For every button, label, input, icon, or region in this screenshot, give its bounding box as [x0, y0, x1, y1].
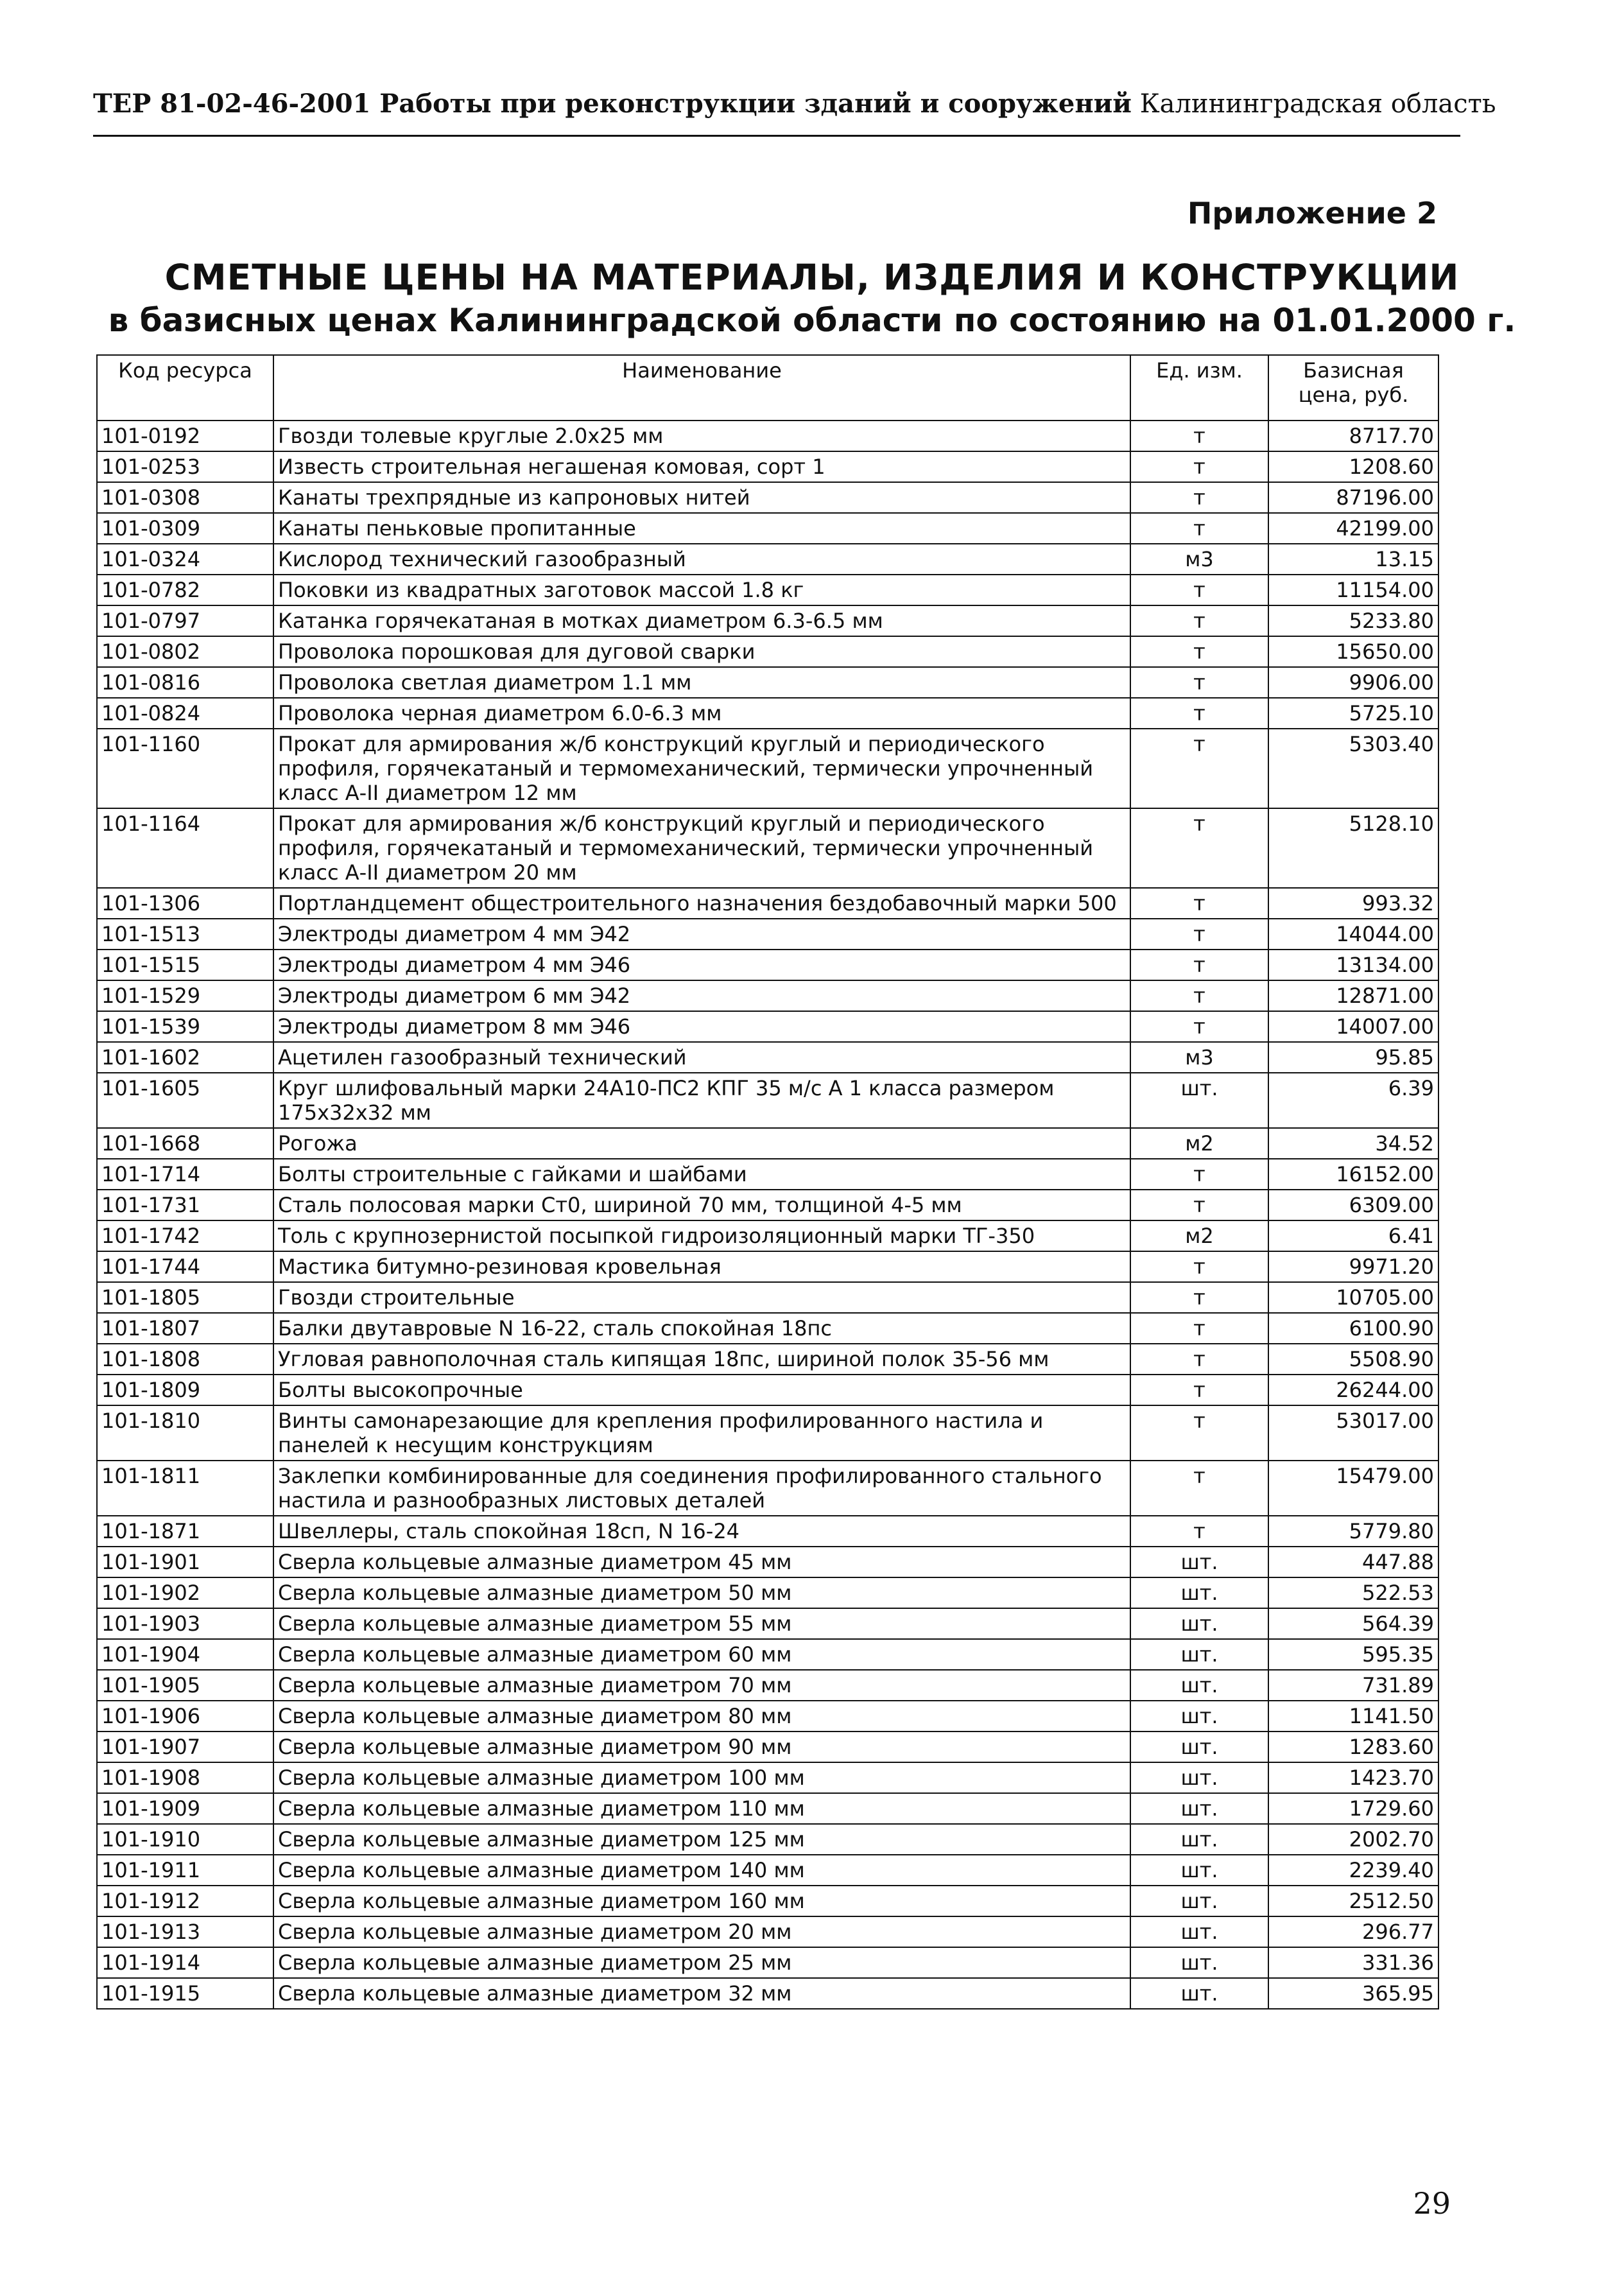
table-row [97, 1732, 1438, 1762]
cell-name: Сверла кольцевые алмазные диаметром 140 мм [273, 1855, 1130, 1886]
cell-name: Проволока черная диаметром 6.0-6.3 мм [273, 698, 1130, 729]
cell-name: Сверла кольцевые алмазные диаметром 90 мм [273, 1732, 1130, 1762]
table-row [97, 667, 1438, 698]
table-row [97, 1824, 1438, 1855]
table-row [97, 1978, 1438, 2009]
cell-price: 13.15 [1268, 544, 1438, 575]
cell-unit: шт. [1130, 1793, 1268, 1824]
cell-unit: т [1130, 1375, 1268, 1405]
cell-code: 101-1909 [97, 1793, 273, 1824]
cell-unit: шт. [1130, 1978, 1268, 2009]
cell-code: 101-1911 [97, 1855, 273, 1886]
appendix-label: Приложение 2 [1187, 196, 1437, 230]
cell-unit: шт. [1130, 1608, 1268, 1639]
table-row [97, 605, 1438, 636]
cell-name: Электроды диаметром 4 мм Э46 [273, 950, 1130, 980]
cell-code: 101-1164 [97, 808, 273, 888]
cell-price: 731.89 [1268, 1670, 1438, 1701]
cell-name: Сверла кольцевые алмазные диаметром 20 мм [273, 1916, 1130, 1947]
cell-unit: т [1130, 605, 1268, 636]
table-row [97, 808, 1438, 888]
cell-unit: т [1130, 1159, 1268, 1190]
page-title: СМЕТНЫЕ ЦЕНЫ НА МАТЕРИАЛЫ, ИЗДЕЛИЯ И КОНСТРУКЦИИ [164, 257, 1460, 298]
table-row [97, 451, 1438, 482]
cell-price: 10705.00 [1268, 1282, 1438, 1313]
cell-price: 5779.80 [1268, 1516, 1438, 1547]
cell-name: Болты высокопрочные [273, 1375, 1130, 1405]
cell-name: Сверла кольцевые алмазные диаметром 45 мм [273, 1547, 1130, 1577]
cell-name: Винты самонарезающие для крепления профилированного настила и панелей к несущим конструкциям [273, 1405, 1130, 1461]
cell-unit: шт. [1130, 1947, 1268, 1978]
cell-name: Сверла кольцевые алмазные диаметром 70 мм [273, 1670, 1130, 1701]
cell-code: 101-0782 [97, 575, 273, 605]
cell-unit: шт. [1130, 1547, 1268, 1577]
cell-name: Мастика битумно-резиновая кровельная [273, 1251, 1130, 1282]
table-row [97, 1916, 1438, 1947]
table-row [97, 1011, 1438, 1042]
table-row [97, 544, 1438, 575]
cell-code: 101-1906 [97, 1701, 273, 1732]
cell-price: 331.36 [1268, 1947, 1438, 1978]
cell-code: 101-1805 [97, 1282, 273, 1313]
cell-code: 101-1742 [97, 1220, 273, 1251]
cell-name: Кислород технический газообразный [273, 544, 1130, 575]
cell-price: 8717.70 [1268, 421, 1438, 451]
cell-code: 101-1306 [97, 888, 273, 919]
cell-name: Рогожа [273, 1128, 1130, 1159]
cell-price: 5508.90 [1268, 1344, 1438, 1375]
table-row [97, 513, 1438, 544]
cell-code: 101-1901 [97, 1547, 273, 1577]
table-row [97, 1793, 1438, 1824]
cell-price: 14044.00 [1268, 919, 1438, 950]
cell-code: 101-1605 [97, 1073, 273, 1128]
cell-code: 101-1903 [97, 1608, 273, 1639]
cell-name: Сталь полосовая марки Ст0, шириной 70 мм, толщиной 4-5 мм [273, 1190, 1130, 1220]
cell-code: 101-1808 [97, 1344, 273, 1375]
cell-code: 101-1539 [97, 1011, 273, 1042]
cell-code: 101-1914 [97, 1947, 273, 1978]
cell-price: 1423.70 [1268, 1762, 1438, 1793]
cell-code: 101-1915 [97, 1978, 273, 2009]
cell-unit: м2 [1130, 1220, 1268, 1251]
table-row [97, 1701, 1438, 1732]
table-row [97, 1313, 1438, 1344]
cell-price: 42199.00 [1268, 513, 1438, 544]
cell-price: 296.77 [1268, 1916, 1438, 1947]
cell-code: 101-1807 [97, 1313, 273, 1344]
cell-unit: т [1130, 1461, 1268, 1516]
cell-price: 595.35 [1268, 1639, 1438, 1670]
cell-name: Сверла кольцевые алмазные диаметром 55 мм [273, 1608, 1130, 1639]
cell-name: Электроды диаметром 4 мм Э42 [273, 919, 1130, 950]
cell-name: Сверла кольцевые алмазные диаметром 125 мм [273, 1824, 1130, 1855]
cell-price: 26244.00 [1268, 1375, 1438, 1405]
price-table [96, 354, 1439, 2009]
cell-code: 101-1912 [97, 1886, 273, 1916]
cell-name: Угловая равнополочная сталь кипящая 18пс, шириной полок 35-56 мм [273, 1344, 1130, 1375]
cell-unit: т [1130, 980, 1268, 1011]
cell-unit: т [1130, 1011, 1268, 1042]
cell-code: 101-1908 [97, 1762, 273, 1793]
cell-name: Сверла кольцевые алмазные диаметром 80 мм [273, 1701, 1130, 1732]
column-header-name: Наименование [273, 355, 1130, 421]
cell-code: 101-0824 [97, 698, 273, 729]
cell-name: Проволока порошковая для дуговой сварки [273, 636, 1130, 667]
cell-price: 1283.60 [1268, 1732, 1438, 1762]
cell-price: 15650.00 [1268, 636, 1438, 667]
cell-unit: т [1130, 1405, 1268, 1461]
page-subtitle: в базисных ценах Калининградской области по состоянию на 01.01.2000 г. [108, 302, 1516, 339]
cell-unit: шт. [1130, 1916, 1268, 1947]
cell-unit: т [1130, 698, 1268, 729]
table-row [97, 1042, 1438, 1073]
cell-unit: т [1130, 513, 1268, 544]
cell-code: 101-1810 [97, 1405, 273, 1461]
column-header-code: Код ресурса [97, 355, 273, 421]
cell-name: Катанка горячекатаная в мотках диаметром 6.3-6.5 мм [273, 605, 1130, 636]
table-row [97, 1251, 1438, 1282]
cell-unit: т [1130, 808, 1268, 888]
cell-unit: т [1130, 1516, 1268, 1547]
cell-name: Ацетилен газообразный технический [273, 1042, 1130, 1073]
table-row [97, 1639, 1438, 1670]
cell-code: 101-1913 [97, 1916, 273, 1947]
column-header-unit: Ед. изм. [1130, 355, 1268, 421]
cell-unit: т [1130, 1344, 1268, 1375]
cell-code: 101-0324 [97, 544, 273, 575]
cell-unit: шт. [1130, 1732, 1268, 1762]
cell-code: 101-1515 [97, 950, 273, 980]
cell-unit: м2 [1130, 1128, 1268, 1159]
cell-name: Гвозди толевые круглые 2.0х25 мм [273, 421, 1130, 451]
table-row [97, 636, 1438, 667]
table-row [97, 1947, 1438, 1978]
cell-name: Портландцемент общестроительного назначения бездобавочный марки 500 [273, 888, 1130, 919]
cell-unit: шт. [1130, 1639, 1268, 1670]
cell-unit: т [1130, 451, 1268, 482]
cell-code: 101-1904 [97, 1639, 273, 1670]
running-header-document-title: ТЕР 81-02-46-2001 Работы при реконструкции зданий и сооружений [93, 89, 1132, 119]
cell-name: Круг шлифовальный марки 24А10-ПС2 КПГ 35 м/с А 1 класса размером 175х32х32 мм [273, 1073, 1130, 1128]
cell-price: 1208.60 [1268, 451, 1438, 482]
cell-price: 6100.90 [1268, 1313, 1438, 1344]
column-header-price: Базисная цена, руб. [1268, 355, 1438, 421]
cell-unit: шт. [1130, 1577, 1268, 1608]
cell-price: 2239.40 [1268, 1855, 1438, 1886]
cell-code: 101-0797 [97, 605, 273, 636]
table-row [97, 575, 1438, 605]
cell-code: 101-1905 [97, 1670, 273, 1701]
cell-price: 5303.40 [1268, 729, 1438, 808]
cell-price: 564.39 [1268, 1608, 1438, 1639]
cell-name: Балки двутавровые N 16-22, сталь спокойная 18пс [273, 1313, 1130, 1344]
cell-unit: т [1130, 636, 1268, 667]
cell-code: 101-1529 [97, 980, 273, 1011]
cell-price: 5725.10 [1268, 698, 1438, 729]
cell-name: Сверла кольцевые алмазные диаметром 25 мм [273, 1947, 1130, 1978]
cell-name: Сверла кольцевые алмазные диаметром 160 мм [273, 1886, 1130, 1916]
cell-name: Прокат для армирования ж/б конструкций круглый и периодического профиля, горячекатаный и термомеханический, термически упрочненный класс А-II диаметром 12 мм [273, 729, 1130, 808]
table-row [97, 1547, 1438, 1577]
cell-unit: т [1130, 575, 1268, 605]
cell-code: 101-1602 [97, 1042, 273, 1073]
cell-unit: шт. [1130, 1670, 1268, 1701]
cell-name: Поковки из квадратных заготовок массой 1.8 кг [273, 575, 1130, 605]
cell-price: 15479.00 [1268, 1461, 1438, 1516]
cell-price: 12871.00 [1268, 980, 1438, 1011]
table-row [97, 1608, 1438, 1639]
cell-name: Толь с крупнозернистой посыпкой гидроизоляционный марки ТГ-350 [273, 1220, 1130, 1251]
cell-name: Болты строительные с гайками и шайбами [273, 1159, 1130, 1190]
cell-name: Электроды диаметром 6 мм Э42 [273, 980, 1130, 1011]
table-row [97, 1855, 1438, 1886]
cell-name: Проволока светлая диаметром 1.1 мм [273, 667, 1130, 698]
cell-unit: шт. [1130, 1762, 1268, 1793]
running-header-region: Калининградская область [1139, 89, 1496, 119]
cell-unit: т [1130, 888, 1268, 919]
cell-code: 101-1160 [97, 729, 273, 808]
cell-price: 6309.00 [1268, 1190, 1438, 1220]
cell-name: Сверла кольцевые алмазные диаметром 60 мм [273, 1639, 1130, 1670]
table-row [97, 698, 1438, 729]
cell-price: 2002.70 [1268, 1824, 1438, 1855]
cell-price: 6.39 [1268, 1073, 1438, 1128]
table-row [97, 1577, 1438, 1608]
table-header-row [97, 355, 1438, 421]
cell-name: Прокат для армирования ж/б конструкций круглый и периодического профиля, горячекатаный и термомеханический, термически упрочненный класс А-II диаметром 20 мм [273, 808, 1130, 888]
table-row [97, 1282, 1438, 1313]
cell-price: 1141.50 [1268, 1701, 1438, 1732]
table-row [97, 888, 1438, 919]
cell-unit: т [1130, 1313, 1268, 1344]
running-header [93, 89, 1496, 137]
cell-code: 101-1714 [97, 1159, 273, 1190]
cell-price: 365.95 [1268, 1978, 1438, 2009]
cell-name: Канаты пеньковые пропитанные [273, 513, 1130, 544]
cell-unit: шт. [1130, 1855, 1268, 1886]
cell-name: Сверла кольцевые алмазные диаметром 50 мм [273, 1577, 1130, 1608]
cell-unit: шт. [1130, 1824, 1268, 1855]
cell-price: 1729.60 [1268, 1793, 1438, 1824]
cell-code: 101-0309 [97, 513, 273, 544]
cell-code: 101-1902 [97, 1577, 273, 1608]
cell-price: 87196.00 [1268, 482, 1438, 513]
table-row [97, 1886, 1438, 1916]
cell-price: 53017.00 [1268, 1405, 1438, 1461]
cell-price: 9971.20 [1268, 1251, 1438, 1282]
cell-price: 11154.00 [1268, 575, 1438, 605]
cell-unit: м3 [1130, 544, 1268, 575]
cell-price: 993.32 [1268, 888, 1438, 919]
table-row [97, 1762, 1438, 1793]
cell-unit: т [1130, 667, 1268, 698]
cell-code: 101-1668 [97, 1128, 273, 1159]
table-row [97, 1190, 1438, 1220]
cell-code: 101-0192 [97, 421, 273, 451]
table-row [97, 1220, 1438, 1251]
cell-price: 14007.00 [1268, 1011, 1438, 1042]
cell-unit: шт. [1130, 1886, 1268, 1916]
cell-price: 6.41 [1268, 1220, 1438, 1251]
cell-name: Сверла кольцевые алмазные диаметром 110 мм [273, 1793, 1130, 1824]
cell-price: 447.88 [1268, 1547, 1438, 1577]
cell-name: Канаты трехпрядные из капроновых нитей [273, 482, 1130, 513]
table-row [97, 1159, 1438, 1190]
cell-unit: т [1130, 919, 1268, 950]
table-row [97, 1073, 1438, 1128]
table-row [97, 1670, 1438, 1701]
cell-unit: т [1130, 950, 1268, 980]
cell-price: 5128.10 [1268, 808, 1438, 888]
table-row [97, 421, 1438, 451]
cell-price: 5233.80 [1268, 605, 1438, 636]
cell-name: Сверла кольцевые алмазные диаметром 32 мм [273, 1978, 1130, 2009]
cell-price: 2512.50 [1268, 1886, 1438, 1916]
cell-unit: т [1130, 1282, 1268, 1313]
table-row [97, 950, 1438, 980]
cell-name: Сверла кольцевые алмазные диаметром 100 мм [273, 1762, 1130, 1793]
table-row [97, 1375, 1438, 1405]
table-row [97, 980, 1438, 1011]
cell-price: 9906.00 [1268, 667, 1438, 698]
cell-name: Гвозди строительные [273, 1282, 1130, 1313]
table-row [97, 482, 1438, 513]
cell-unit: т [1130, 729, 1268, 808]
cell-unit: т [1130, 482, 1268, 513]
cell-code: 101-1744 [97, 1251, 273, 1282]
cell-name: Швеллеры, сталь спокойная 18сп, N 16-24 [273, 1516, 1130, 1547]
table-row [97, 919, 1438, 950]
cell-code: 101-0816 [97, 667, 273, 698]
cell-code: 101-1907 [97, 1732, 273, 1762]
cell-price: 34.52 [1268, 1128, 1438, 1159]
cell-unit: т [1130, 1251, 1268, 1282]
cell-unit: м3 [1130, 1042, 1268, 1073]
cell-price: 16152.00 [1268, 1159, 1438, 1190]
table-body [97, 421, 1438, 2009]
table-row [97, 1344, 1438, 1375]
cell-price: 95.85 [1268, 1042, 1438, 1073]
cell-unit: шт. [1130, 1701, 1268, 1732]
cell-name: Электроды диаметром 8 мм Э46 [273, 1011, 1130, 1042]
table-row [97, 1405, 1438, 1461]
cell-code: 101-1910 [97, 1824, 273, 1855]
table-row [97, 1461, 1438, 1516]
cell-code: 101-1871 [97, 1516, 273, 1547]
cell-price: 522.53 [1268, 1577, 1438, 1608]
cell-unit: шт. [1130, 1073, 1268, 1128]
cell-code: 101-1811 [97, 1461, 273, 1516]
cell-code: 101-1513 [97, 919, 273, 950]
cell-name: Известь строительная негашеная комовая, сорт 1 [273, 451, 1130, 482]
cell-price: 13134.00 [1268, 950, 1438, 980]
cell-code: 101-1809 [97, 1375, 273, 1405]
cell-code: 101-0308 [97, 482, 273, 513]
cell-unit: т [1130, 1190, 1268, 1220]
cell-name: Заклепки комбинированные для соединения профилированного стального настила и разнообразных листовых деталей [273, 1461, 1130, 1516]
table-row [97, 1128, 1438, 1159]
table-row [97, 1516, 1438, 1547]
cell-unit: т [1130, 421, 1268, 451]
cell-code: 101-0253 [97, 451, 273, 482]
cell-code: 101-1731 [97, 1190, 273, 1220]
table-row [97, 729, 1438, 808]
cell-code: 101-0802 [97, 636, 273, 667]
page-number: 29 [1413, 2186, 1451, 2221]
